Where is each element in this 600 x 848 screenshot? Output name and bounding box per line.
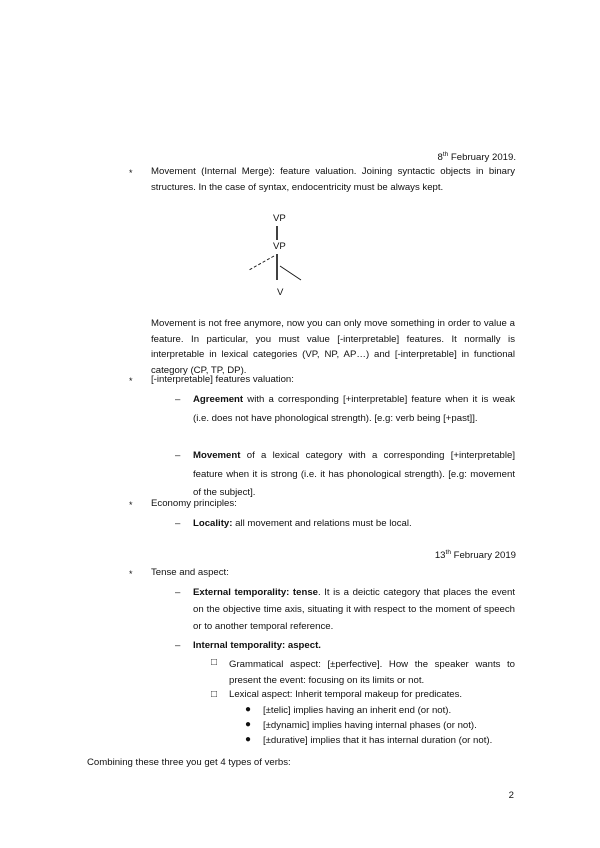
date-heading-2: 13th February 2019 <box>434 549 516 561</box>
movement-paragraph: Movement is not free anymore, now you can only move something in order to value a feature. In particular, you must value [-interpretable] features. It normally is interpretable in lexical categories (VP, NP, AP…) and [-interpretable] in functional category (CP, TP, DP). <box>151 318 515 376</box>
tree-node-vp-mid: VP <box>273 241 286 252</box>
closing-line: Combining these three you get 4 types of verbs: <box>87 757 291 768</box>
movement-bullet-text: Movement (Internal Merge): feature valuation. Joining syntactic objects in binary structures. In the case of syntax, endocentricity must be always kept. <box>151 166 515 193</box>
agreement-item: Agreement with a corresponding [+interpretable] feature when it is weak (i.e. does not have phonological strength). [e.g: verb being [+past]]. <box>193 394 515 424</box>
grammatical-aspect-item: Grammatical aspect: [±perfective]. How the speaker wants to present the event: focusing on its limits or not. <box>229 659 515 686</box>
tree-node-v: V <box>277 287 284 298</box>
bullet-marker: * <box>129 376 133 386</box>
lexical-aspect-item: Lexical aspect: Inherit temporal makeup for predicates. <box>229 689 463 700</box>
dash-marker: – <box>175 640 181 651</box>
bullet-marker: * <box>129 500 133 510</box>
bullet-dot-icon: ● <box>245 704 252 715</box>
bullet-marker: * <box>129 168 133 178</box>
movement-item: Movement of a lexical category with a corresponding [+interpretable] feature when it is strong (i.e. it has phonological strength). [e.g: movement of the subject]. <box>193 450 515 498</box>
economy-heading: Economy principles: <box>151 498 237 509</box>
durative-item: [±durative] implies that it has internal duration (or not). <box>263 735 493 746</box>
tree-node-vp-top: VP <box>273 213 286 224</box>
date-heading-1: 8th February 2019. <box>437 151 516 163</box>
dash-marker: – <box>175 450 181 461</box>
internal-temporality-label: Internal temporality: aspect. <box>193 640 321 651</box>
page-number: 2 <box>508 790 514 801</box>
bullet-dot-icon: ● <box>245 719 252 730</box>
locality-label: Locality: <box>193 518 233 529</box>
dash-marker: – <box>175 587 181 598</box>
checkbox-square-icon: □ <box>211 689 218 700</box>
internal-temporality-item <box>193 640 321 651</box>
dash-marker: – <box>175 518 181 529</box>
valuation-heading: [-interpretable] features valuation: <box>151 374 294 385</box>
locality-item: Locality: all movement and relations must be local. <box>193 518 412 529</box>
telic-item: [±telic] implies having an inherit end (or not). <box>263 705 452 716</box>
bullet-dot-icon: ● <box>245 734 252 745</box>
tense-heading: Tense and aspect: <box>151 567 229 578</box>
dynamic-item: [±dynamic] implies having internal phases (or not). <box>263 720 477 731</box>
dash-marker: – <box>175 394 181 405</box>
bullet-marker: * <box>129 569 133 579</box>
movement-label: Movement <box>193 450 241 461</box>
agreement-label: Agreement <box>193 394 244 405</box>
external-temporality-item: External temporality: tense. It is a deictic category that places the event on the objective time axis, situating it with respect to the moment of speech or to another temporal reference. <box>193 587 515 632</box>
external-temporality-label: External temporality: tense <box>193 587 318 598</box>
checkbox-square-icon: □ <box>211 657 218 668</box>
